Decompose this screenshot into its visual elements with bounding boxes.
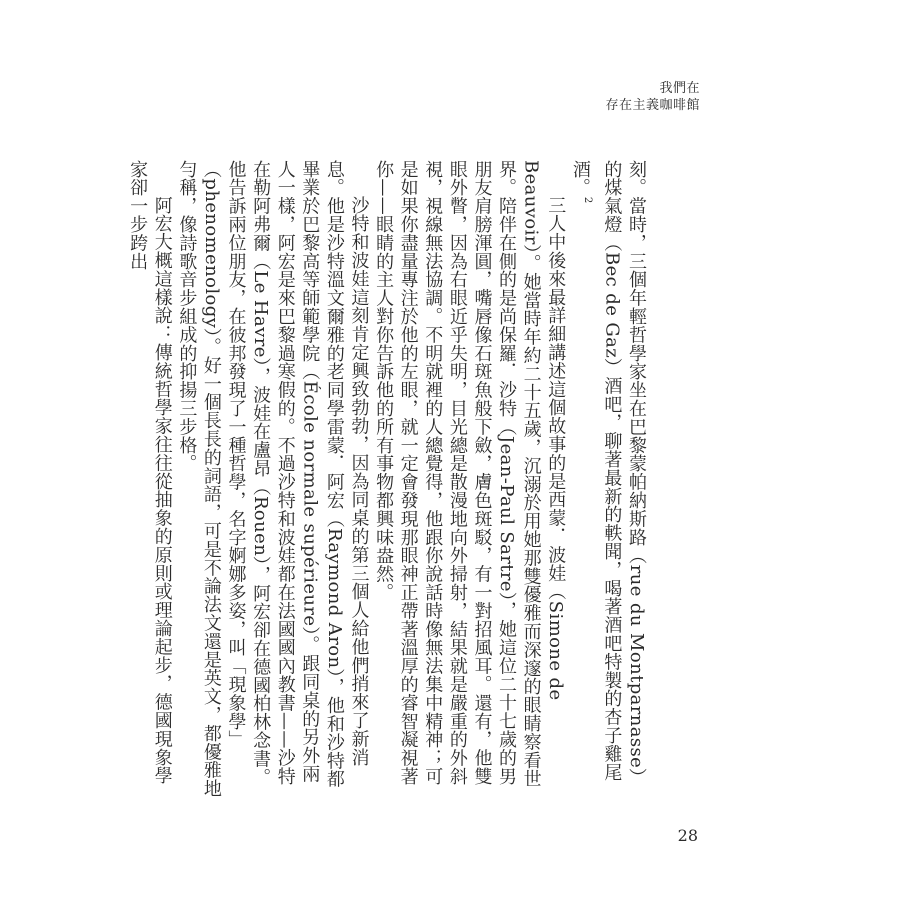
body-text [127, 160, 648, 800]
running-header [605, 80, 700, 114]
header-line-2: 存在主義咖啡館 [605, 98, 700, 113]
header-line-1: 我們在 [659, 81, 700, 96]
paragraph-1-text: 刻。當時，三個年輕哲學家坐在巴黎蒙帕納斯路（rue du Montparnasse）的煤氣燈（Bec de Gaz）酒吧，聊著最新的軼聞，喝著酒吧特製的杏子雞尾酒。 [569, 160, 647, 787]
paragraph-1 [567, 160, 648, 800]
paragraph-3: 沙特和波娃這刻肯定興致勃勃，因為同桌的第三個人給他們捎來了新消息。他是沙特溫文爾雅的老同學雷蒙．阿宏（Raymond Aron），他和沙特都畢業於巴黎高等師範學院（École normale supérieure）。跟同桌的另外兩人一樣，阿宏是來巴黎過寒假的。不過沙特和波娃都在法國國內教書——沙特在勒阿弗爾（Le Havre），波娃在盧昂（Rouen），阿宏卻在德國柏林念書。他告訴兩位朋友，在彼邦發現了一種哲學，名字婀娜多姿，叫「現象學」（phenomenology）。好一個長長的詞語，可是不論法文還是英文，都優雅地勻稱，像詩歌音步組成的抑揚三步格。 [176, 160, 370, 798]
page-number: 28 [677, 826, 698, 845]
paragraph-4: 阿宏大概這樣說：傳統哲學家往往從抽象的原則或理論起步，德國現象學家卻一步跨出 [127, 160, 173, 785]
footnote-marker: 2 [581, 196, 593, 204]
paragraph-2: 三人中後來最詳細講述這個故事的是西蒙．波娃（Simone de Beauvoir）。她當時年約二十五歲，沉溺於用她那雙優雅而深邃的眼睛察看世界。陪伴在側的是尚保羅．沙特（Jean-Paul Sartre），她這位二十七歲的男朋友肩膀渾圓，嘴唇像石斑魚般下斂，膚色斑駁，有一對招風耳。還有，他雙眼外瞥，因為右眼近乎失明，目光總是散漫地向外掃射，結果就是嚴重的外斜視，視線無法協調。不明就裡的人總覺得，他跟你說話時像無法集中精神；可是如果你盡量專注於他的左眼，就一定會發現那眼神正帶著溫厚的睿智凝視著你——眼睛的主人對你告訴他的所有事物都興味盎然。 [373, 160, 567, 788]
